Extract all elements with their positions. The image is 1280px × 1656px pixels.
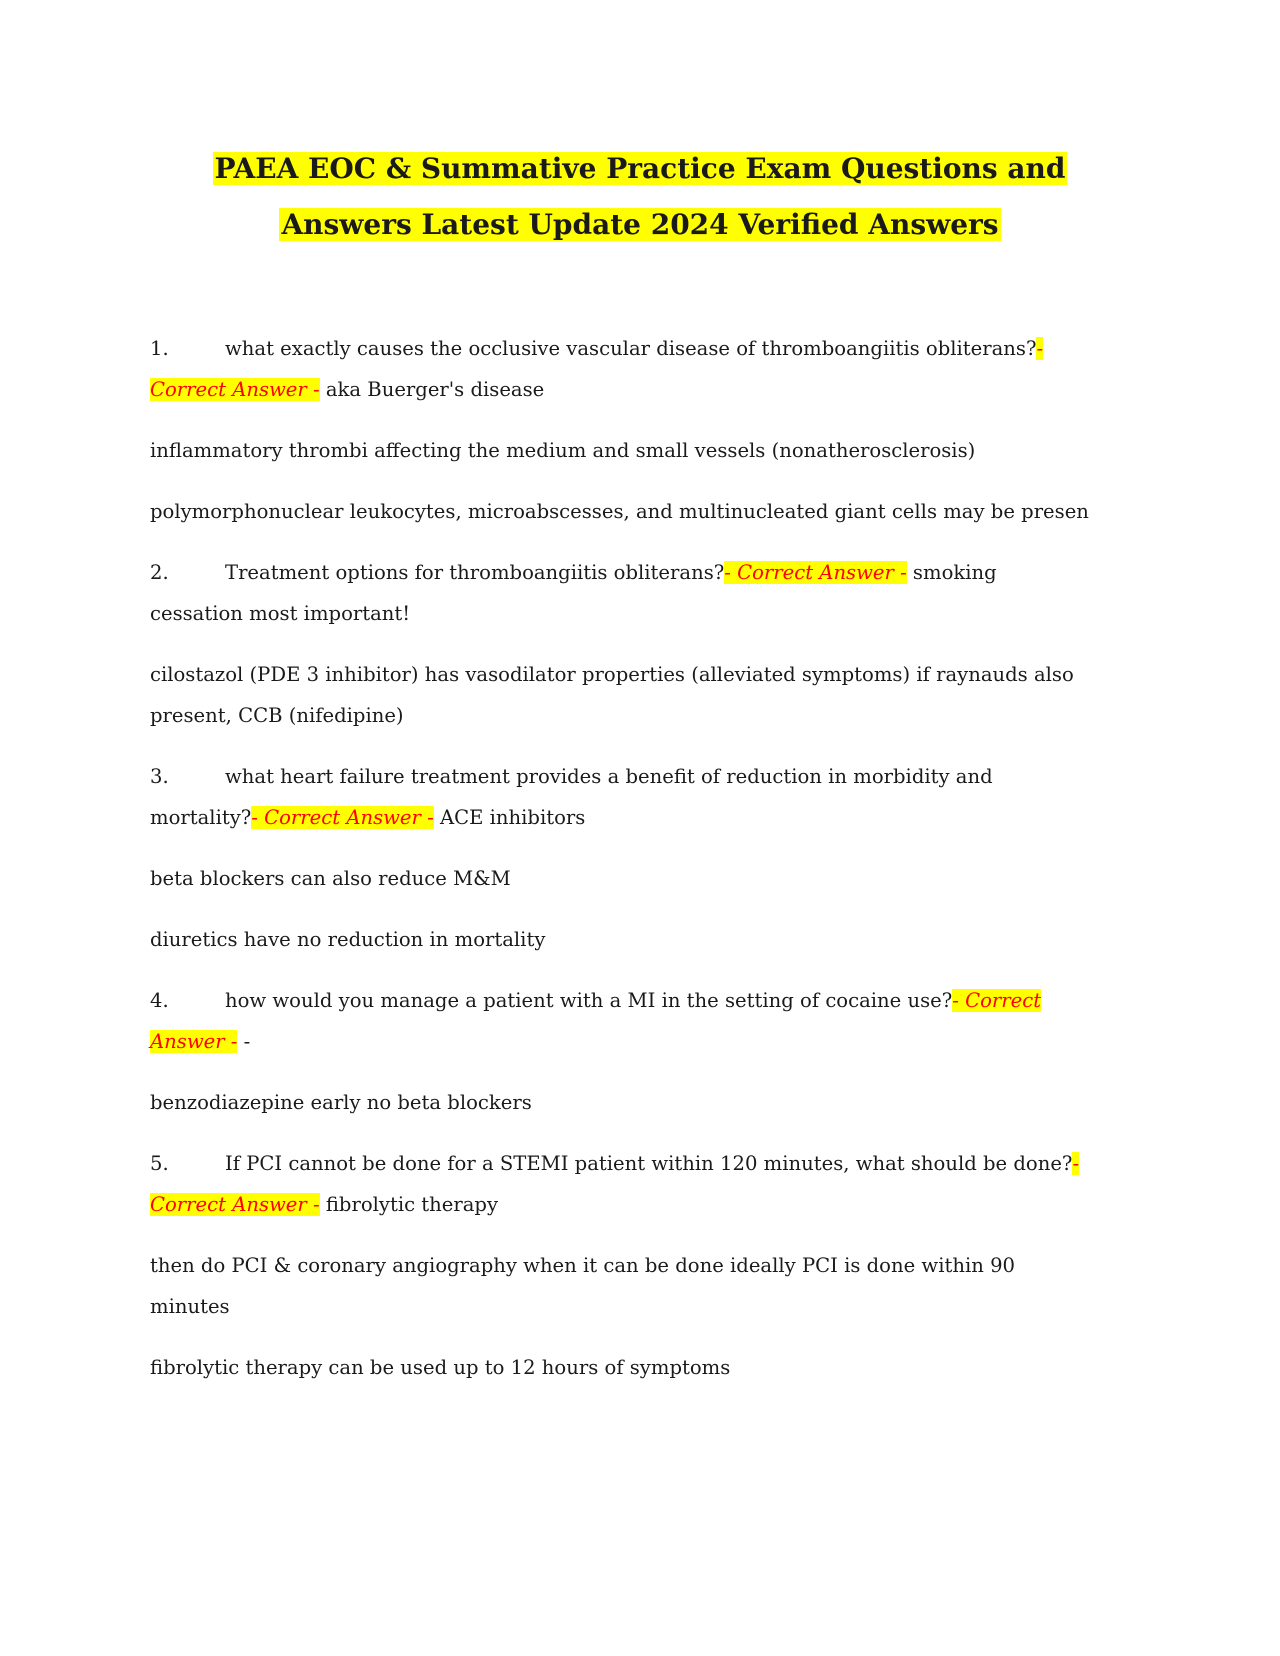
correct-answer-label: - Correct Answer - [150, 337, 1044, 401]
correct-answer-label: - Correct Answer - [251, 806, 434, 829]
correct-answer-label: - Correct Answer - [724, 561, 907, 584]
correct-answer-label: - Correct Answer - [150, 1152, 1080, 1216]
note: inflammatory thrombi affecting the medium and small vessels (nonatherosclerosis) [150, 439, 976, 462]
note: then do PCI & coronary angiography when it can be done ideally PCI is done within 90 minutes [150, 1254, 1015, 1318]
note: fibrolytic therapy can be used up to 12 hours of symptoms [150, 1356, 731, 1379]
note: diuretics have no reduction in mortality [150, 928, 546, 951]
note: beta blockers can also reduce M&M [150, 867, 511, 890]
question-5: 5. If PCI cannot be done for a STEMI patient within 120 minutes, what should be done?- Correct Answer - fibrolytic therapy [150, 1152, 1080, 1216]
note: cilostazol (PDE 3 inhibitor) has vasodilator properties (alleviated symptoms) if raynauds also present, CCB (nifedipine) [150, 663, 1074, 727]
question-2: 2. Treatment options for thromboangiitis obliterans?- Correct Answer - smoking cessation most important! [150, 561, 997, 625]
question-1: 1. what exactly causes the occlusive vascular disease of thromboangiitis obliterans?- Correct Answer - aka Buerger's disease [150, 337, 1044, 401]
question-4: 4. how would you manage a patient with a MI in the setting of cocaine use?- Correct Answer - - [150, 989, 1042, 1053]
correct-answer-label: - Correct Answer - [150, 989, 1042, 1053]
document-title [0, 141, 1280, 253]
note: polymorphonuclear leukocytes, microabscesses, and multinucleated giant cells may be presen [150, 500, 1089, 523]
question-3: 3. what heart failure treatment provides a benefit of reduction in morbidity and mortality?- Correct Answer - ACE inhibitors [150, 765, 993, 829]
note: benzodiazepine early no beta blockers [150, 1091, 532, 1114]
document-body [150, 328, 1090, 1408]
title-line-2: Answers Latest Update 2024 Verified Answers [281, 208, 999, 241]
title-line-1: PAEA EOC & Summative Practice Exam Questions and [214, 152, 1066, 185]
